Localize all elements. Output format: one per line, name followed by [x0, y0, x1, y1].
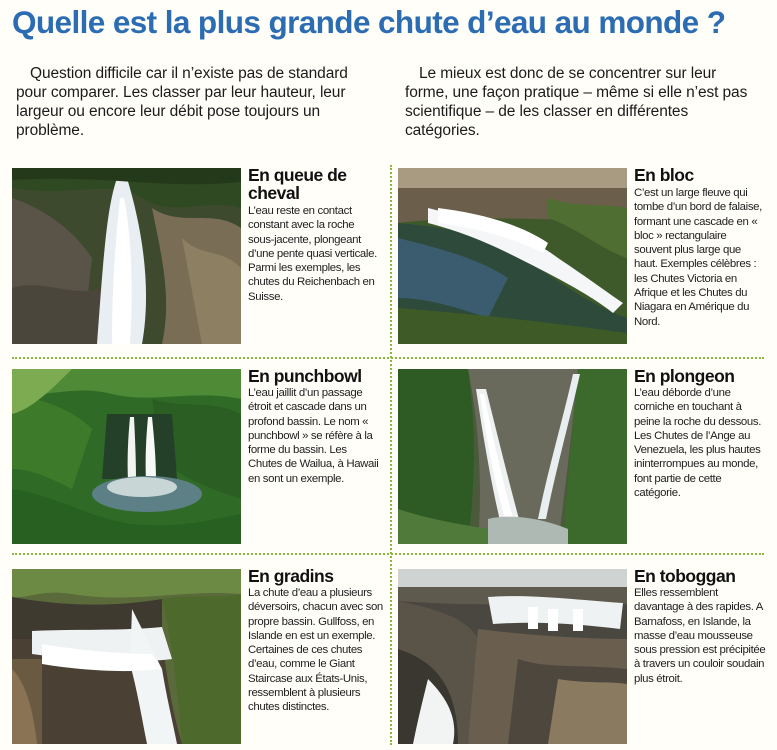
horizontal-divider-1 [12, 357, 764, 359]
tiered-waterfall-photo [12, 569, 241, 744]
plunge-waterfall-photo [398, 369, 627, 544]
category-description: L’eau reste en contact constant avec la roche sous-jacente, plongeant d’une pente quasi verticale. Parmi les exemples, les chutes du Reichenbach en Suisse. [248, 205, 377, 303]
category-title: En bloc [634, 165, 694, 185]
category-title: En punchbowl [248, 366, 362, 386]
category-title: En gradins [248, 566, 334, 586]
horsetail-waterfall-photo [12, 168, 241, 344]
category-description: L’eau déborde d’une corniche en touchant à peine la roche du dessous. Les Chutes de l’Ange au Venezuela, les plus hautes ininterrompues au monde, font partie de cette catégorie. [634, 387, 762, 500]
intro-left: Question difficile car il n’existe pas de standard pour comparer. Les classer par leur hauteur, leur largeur ou encore leur débit pose toujours un problème. [16, 64, 348, 139]
horizontal-divider-2 [12, 553, 764, 555]
category-description: C’est un large fleuve qui tombe d’un bord de falaise, formant une cascade en « bloc » rectangulaire souvent plus large que haut. Exemples célèbres : les Chutes Victoria en Afrique et les Chutes du Niagara en Amérique du Nord. [634, 187, 762, 328]
category-description: La chute d’eau a plusieurs déversoirs, chacun avec son propre bassin. Gullfoss, en Islande en est un exemple. Certaines de ces chutes d’eau, comme le Giant Staircase aux États-Unis, ressemblent à plusieurs chutes distinctes. [248, 587, 383, 714]
slide-waterfall-photo [398, 569, 627, 744]
intro-right: Le mieux est donc de se concentrer sur leur forme, une façon pratique – même si elle n’est pas scientifique – de les classer en différentes catégories. [405, 64, 748, 139]
category-description: Elles ressemblent davantage à des rapides. A Barnafoss, en Islande, la masse d’eau mousseuse sous pression est précipitée à travers un couloir soudain plus étroit. [634, 587, 766, 685]
block-waterfall-photo [398, 168, 627, 344]
category-title: En toboggan [634, 566, 736, 586]
page-title: Quelle est la plus grande chute d’eau au monde ? [12, 4, 726, 40]
vertical-divider [390, 165, 392, 745]
category-title: En queue de cheval [248, 165, 347, 203]
category-description: L’eau jaillit d’un passage étroit et cascade dans un profond bassin. Le nom « punchbowl » se réfère à la forme du bassin. Les Chutes de Wailua, à Hawaii en sont un exemple. [248, 387, 379, 485]
punchbowl-waterfall-photo [12, 369, 241, 544]
category-title: En plongeon [634, 366, 735, 386]
